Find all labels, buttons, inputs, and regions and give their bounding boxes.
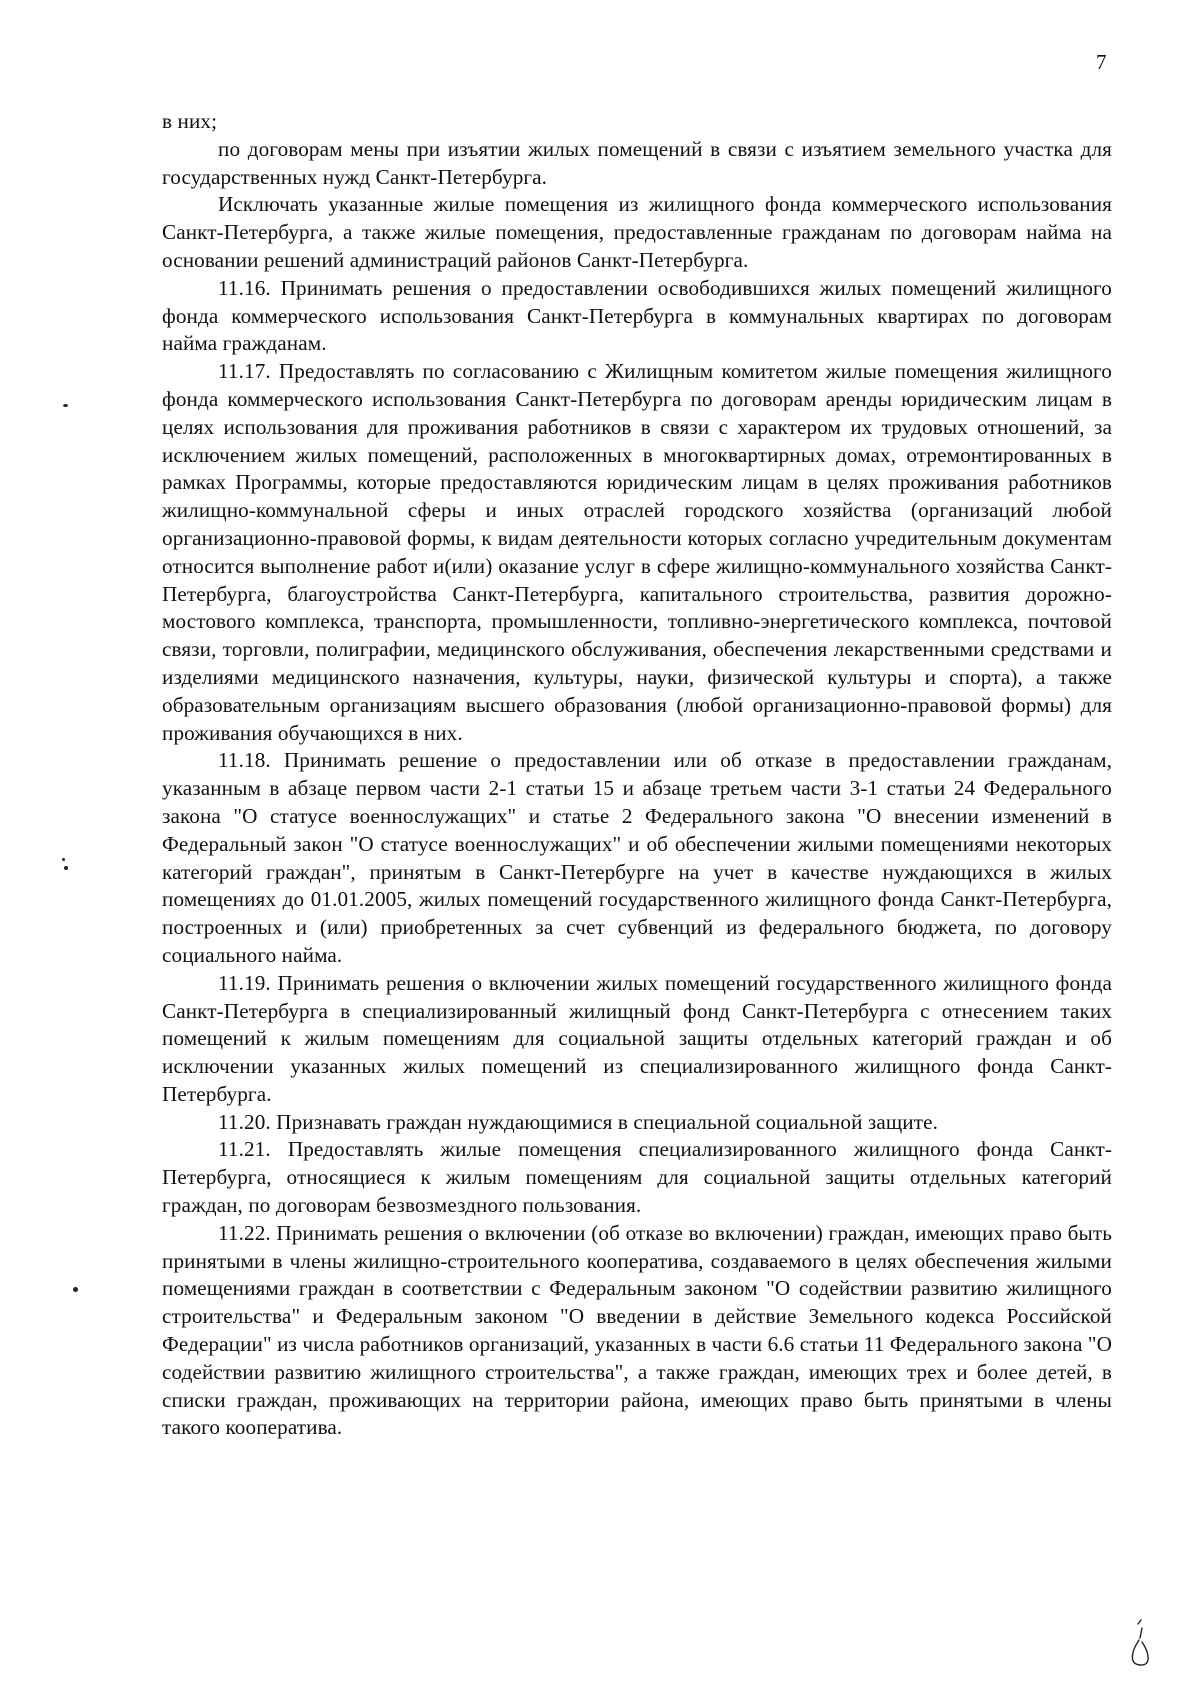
- paragraph-11-18: 11.18. Принимать решение о предоставлении или об отказе в предоставлении гражданам, указанным в абзаце первом части 2-1 статьи 15 и абзаце третьем части 3-1 статьи 24 Федерального закона "О статусе военнослужащих" и статье 2 Федерального закона "О внесении изменений в Федеральный закон "О статусе военнослужащих" и об обеспечении жилыми помещениями некоторых категорий граждан", принятым в Санкт-Петербурге на учет в качестве нуждающихся в жилых помещениях до 01.01.2005, жилых помещений государственного жилищного фонда Санкт-Петербурга, построенных и (или) приобретенных за счет субвенций из федерального бюджета, по договору социального найма.: [162, 748, 1112, 967]
- scan-speck: [64, 866, 68, 870]
- paragraph-11-17: 11.17. Предоставлять по согласованию с Жилищным комитетом жилые помещения жилищного фонда коммерческого использования Санкт-Петербурга по договорам аренды юридическим лицам в целях использования для проживания работников в связи с характером их трудовых отношений, за исключением жилых помещений, расположенных в многоквартирных домах, отремонтированных в рамках Программы, которые предоставляются юридическим лицам в целях проживания работников жилищно-коммунальной сферы и иных отраслей городского хозяйства (организаций любой организационно-правовой формы, к видам деятельности которых согласно учредительным документам относится выполнение работ и(или) оказание услуг в сфере жилищно-коммунального хозяйства Санкт-Петербурга, благоустройства Санкт-Петербурга, капитального строительства, развития дорожно-мостового комплекса, транспорта, промышленности, топливно-энергетического комплекса, почтовой связи, торговли, полиграфии, медицинского обслуживания, обеспечения лекарственными средствами и изделиями медицинского назначения, культуры, науки, физической культуры и спорта), а также образовательным организациям высшего образования (любой организационно-правовой формы) для проживания обучающихся в них.: [162, 359, 1112, 745]
- paragraph-11-19: 11.19. Принимать решения о включении жилых помещений государственного жилищного фонда Санкт-Петербурга в специализированный жилищный фонд Санкт-Петербурга с отнесением таких помещений к жилым помещениям для социальной защиты отдельных категорий граждан и об исключении указанных жилых помещений из специализированного жилищного фонда Санкт-Петербурга.: [162, 970, 1112, 1106]
- scan-speck: [63, 404, 68, 407]
- scan-speck: [73, 1287, 78, 1292]
- paragraph-11-21: 11.21. Предоставлять жилые помещения специализированного жилищного фонда Санкт-Петербурга, относящиеся к жилым помещениям для социальной защиты отдельных категорий граждан, по договорам безвозмездного пользования.: [162, 1137, 1112, 1218]
- document-body: [162, 108, 1112, 1442]
- page-number: 7: [1096, 50, 1107, 74]
- paragraph-exclude-premises: Исключать указанные жилые помещения из жилищного фонда коммерческого использования Санкт-Петербурга, а также жилые помещения, предоставленные гражданам по договорам найма на основании решений администраций районов Санкт-Петербурга.: [162, 192, 1112, 272]
- paragraph-11-16: 11.16. Принимать решения о предоставлении освободившихся жилых помещений жилищного фонда коммерческого использования Санкт-Петербурга в коммунальных квартирах по договорам найма гражданам.: [162, 275, 1112, 356]
- paragraph-exchange-contracts: по договорам мены при изъятии жилых помещений в связи с изъятием земельного участка для государственных нужд Санкт-Петербурга.: [162, 136, 1112, 189]
- scan-speck: [62, 858, 65, 861]
- paragraph-11-20: 11.20. Признавать граждан нуждающимися в специальной социальной защите.: [218, 1109, 938, 1134]
- paragraph-continuation: в них;: [162, 109, 218, 133]
- paragraph-11-22: 11.22. Принимать решения о включении (об отказе во включении) граждан, имеющих право быть принятыми в члены жилищно-строительного кооператива, создаваемого в целях обеспечения жилыми помещениями граждан в соответствии с Федеральным законом "О содействии развитию жилищного строительства" и Федеральным законом "О введении в действие Земельного кодекса Российской Федерации" из числа работников организаций, указанных в части 6.6 статьи 11 Федерального закона "О содействии развитию жилищного строительства", а также граждан, имеющих трех и более детей, в списки граждан, проживающих на территории района, имеющих право быть принятыми в члены такого кооператива.: [162, 1220, 1113, 1440]
- handwritten-mark-icon: [1125, 1618, 1155, 1670]
